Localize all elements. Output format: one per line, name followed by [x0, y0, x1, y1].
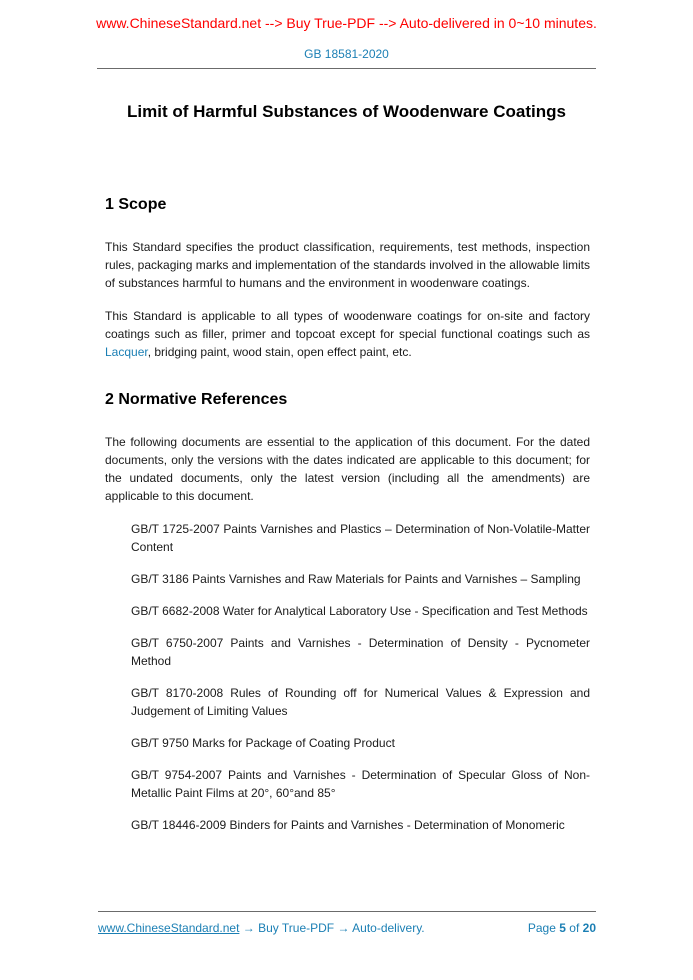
- reference-item: GB/T 8170-2008 Rules of Rounding off for Numerical Values & Expression and Judgement of Limiting Values: [131, 686, 590, 718]
- arrow-right-icon: →: [337, 921, 350, 935]
- reference-item: GB/T 9754-2007 Paints and Varnishes - Determination of Specular Gloss of Non-Metallic Paint Films at 20°, 60°and 85°: [131, 768, 590, 800]
- footer-site-link[interactable]: www.ChineseStandard.net: [98, 921, 240, 935]
- standard-code: GB 18581-2020: [304, 47, 389, 61]
- normative-intro-paragraph: The following documents are essential to the application of this document. For the dated documents, only the versions with the dates indicated are applicable to this document; for the undated documents, only the latest version (including all the amendments) are applicable to this document.: [105, 435, 590, 503]
- scope-paragraph-1: This Standard specifies the product classification, requirements, test methods, inspection rules, packaging marks and implementation of the standards involved in the allowable limits of substances harmful to humans and the environment in woodenware coatings.: [105, 240, 590, 290]
- section-heading-scope: 1 Scope: [105, 196, 167, 213]
- footer-buy-text: Buy True-PDF: [258, 921, 335, 935]
- scope-paragraph-2-text-after: , bridging paint, wood stain, open effect paint, etc.: [147, 345, 412, 359]
- footer-delivery-text: Auto-delivery.: [352, 921, 425, 935]
- reference-item: GB/T 18446-2009 Binders for Paints and Varnishes - Determination of Monomeric: [131, 818, 565, 832]
- reference-item: GB/T 1725-2007 Paints Varnishes and Plastics – Determination of Non-Volatile-Matter Content: [131, 522, 590, 554]
- document-title: Limit of Harmful Substances of Woodenware Coatings: [127, 102, 566, 121]
- page-footer: [98, 911, 596, 935]
- section-heading-normative-references: 2 Normative References: [105, 391, 288, 408]
- reference-item: GB/T 3186 Paints Varnishes and Raw Materials for Paints and Varnishes – Sampling: [131, 572, 581, 586]
- page-label: Page: [527, 921, 556, 935]
- page-indicator: [528, 921, 596, 935]
- lacquer-link[interactable]: Lacquer: [105, 345, 148, 359]
- arrow-right-icon: →: [242, 921, 255, 935]
- scope-paragraph-2-text-before: This Standard is applicable to all types of woodenware coatings for on-site and factory coatings such as filler, primer and topcoat except for special functional coatings such as: [105, 309, 590, 341]
- reference-item: GB/T 6682-2008 Water for Analytical Laboratory Use - Specification and Test Methods: [131, 604, 588, 618]
- page-current-number: 5: [559, 921, 566, 935]
- promo-banner-link[interactable]: www.ChineseStandard.net --> Buy True-PDF --> Auto-delivered in 0~10 minutes.: [96, 15, 597, 31]
- document-body: [105, 196, 590, 834]
- reference-item: GB/T 9750 Marks for Package of Coating Product: [131, 736, 395, 750]
- reference-item: GB/T 6750-2007 Paints and Varnishes - Determination of Density - Pycnometer Method: [131, 636, 590, 668]
- scope-paragraph-2: [105, 307, 590, 361]
- footer-promo: [98, 921, 425, 935]
- header-divider: [97, 68, 596, 69]
- page-total-number: 20: [582, 921, 596, 935]
- page-of-label: of: [569, 921, 580, 935]
- reference-list: [131, 520, 590, 834]
